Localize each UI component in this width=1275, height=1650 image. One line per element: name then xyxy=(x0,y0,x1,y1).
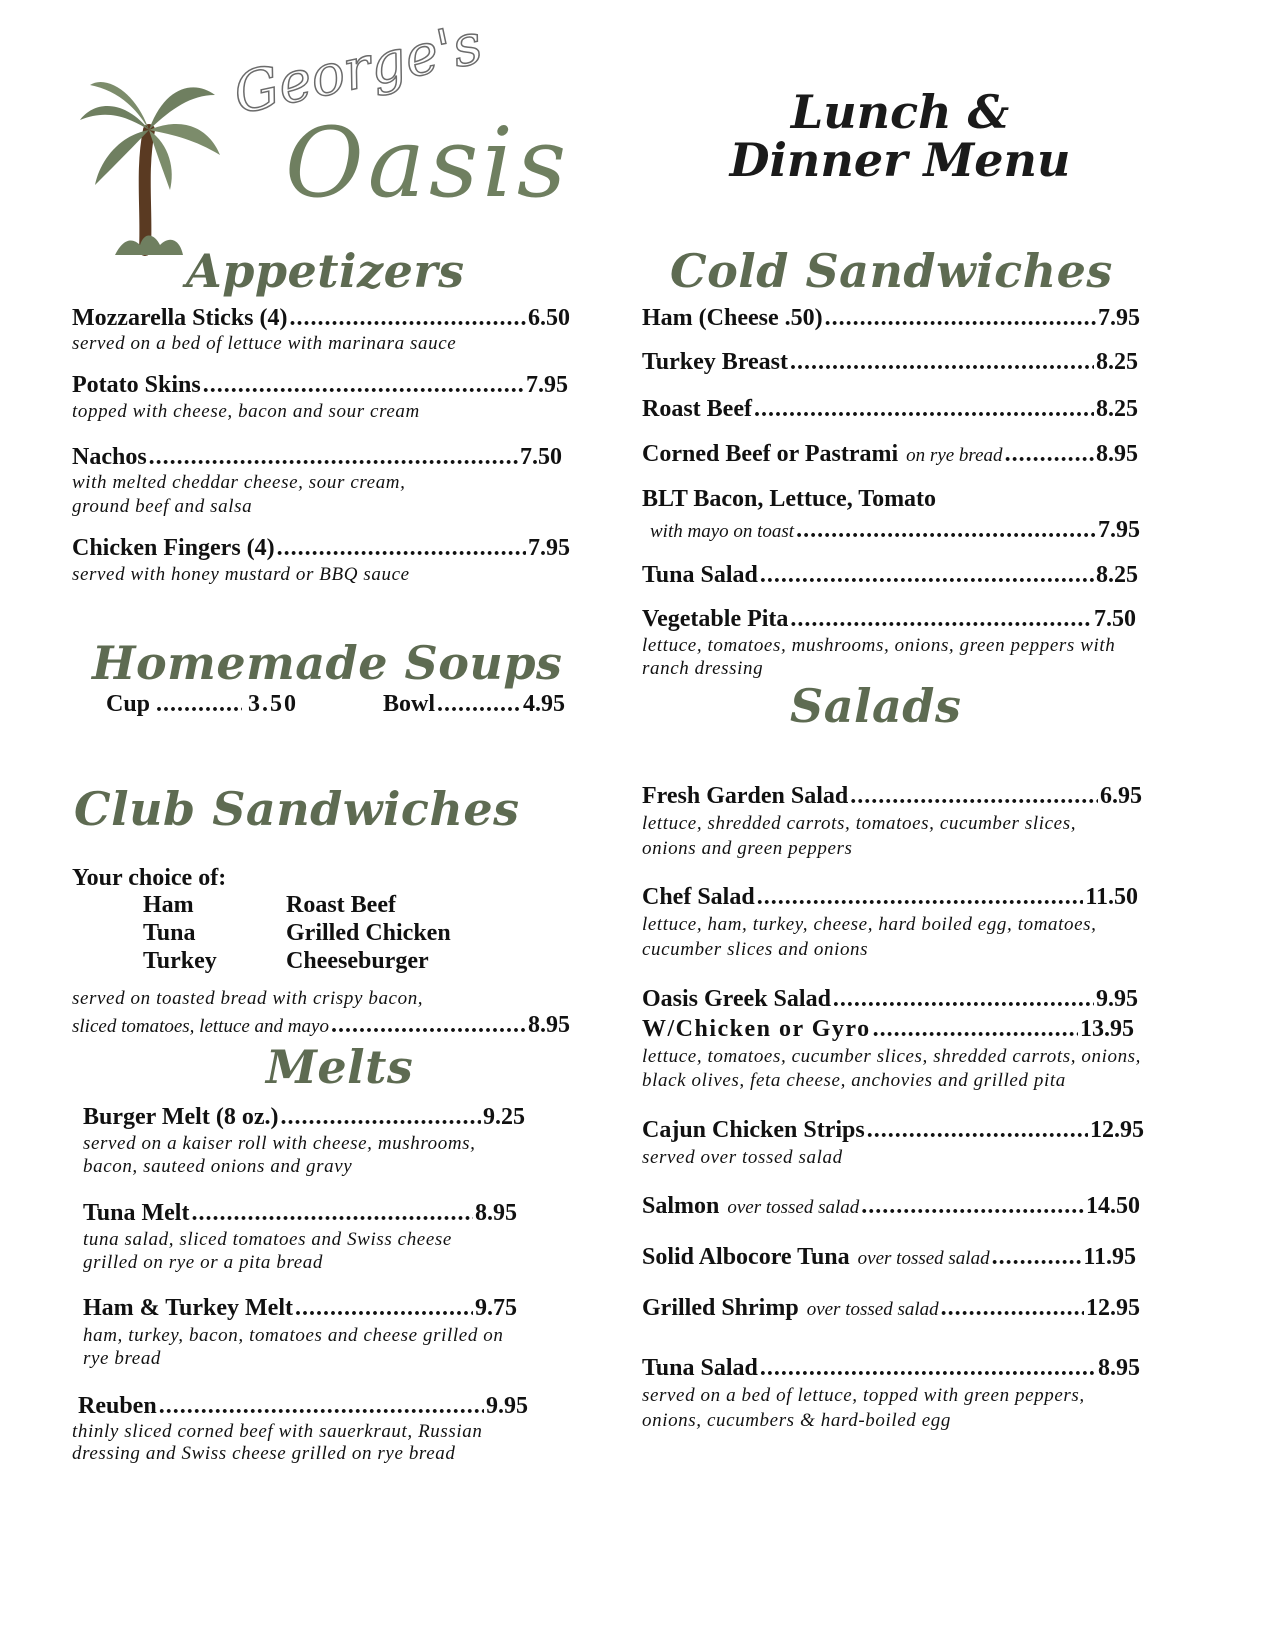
item-description: thinly sliced corned beef with sauerkraut, Russian xyxy=(72,1421,483,1442)
item-note: with mayo on toast xyxy=(650,521,795,542)
dot-leader xyxy=(1005,440,1094,468)
item-description: lettuce, tomatoes, cucumber slices, shredded carrots, onions, xyxy=(642,1046,1142,1067)
item-name: Turkey Breast xyxy=(642,349,789,375)
page-title-line1: Lunch & xyxy=(790,85,1010,139)
club-choices xyxy=(143,892,486,974)
item-price: 8.95 xyxy=(475,1200,517,1226)
item-name: Nachos xyxy=(72,444,147,470)
item-price: 6.95 xyxy=(1100,783,1142,809)
item-description: lettuce, shredded carrots, tomatoes, cucumber slices, xyxy=(642,813,1077,834)
dot-leader xyxy=(149,443,518,471)
salad-item xyxy=(642,1354,1140,1382)
item-description: rye bread xyxy=(83,1348,162,1369)
item-price: 7.95 xyxy=(526,372,568,398)
cold-sandwich-item: BLT Bacon, Lettuce, Tomato xyxy=(642,486,937,512)
item-name: Fresh Garden Salad xyxy=(642,783,849,809)
item-description: topped with cheese, bacon and sour cream xyxy=(72,401,420,422)
item-price: 8.95 xyxy=(1098,1355,1140,1381)
salads-heading: Salads xyxy=(790,679,962,733)
page-title xyxy=(700,85,1100,187)
item-description: lettuce, ham, turkey, cheese, hard boiled egg, tomatoes, xyxy=(642,914,1097,935)
item-price: 7.50 xyxy=(520,444,562,470)
melts-heading: Melts xyxy=(266,1040,414,1094)
item-note: on rye bread xyxy=(906,445,1003,466)
item-price: 9.25 xyxy=(483,1104,525,1130)
club-choice-label: Your choice of: xyxy=(72,865,227,891)
item-price: 7.50 xyxy=(1094,606,1136,632)
page-title-line2: Dinner Menu xyxy=(729,133,1071,187)
item-note: over tossed salad xyxy=(857,1248,990,1269)
item-description: ham, turkey, bacon, tomatoes and cheese grilled on xyxy=(83,1325,504,1346)
club-choice: Grilled Chicken xyxy=(286,920,451,946)
club-choice: Turkey xyxy=(143,948,217,974)
dot-leader xyxy=(992,1243,1082,1271)
item-description: with melted cheddar cheese, sour cream, xyxy=(72,472,406,493)
item-description: served on a bed of lettuce with marinara sauce xyxy=(72,333,457,354)
salad-item xyxy=(642,1015,1134,1043)
dot-leader xyxy=(825,304,1096,332)
item-price: 7.95 xyxy=(1098,305,1140,331)
dot-leader xyxy=(867,1116,1088,1144)
item-name: Grilled Shrimp xyxy=(642,1295,799,1321)
item-name: Ham & Turkey Melt xyxy=(83,1295,293,1321)
cold-sandwich-item xyxy=(650,516,1140,546)
soups-heading: Homemade Soups xyxy=(92,636,563,690)
salad-item xyxy=(642,1116,1144,1144)
dot-leader xyxy=(833,985,1094,1013)
dot-leader xyxy=(437,690,521,718)
item-name: Solid Albocore Tuna xyxy=(642,1244,850,1270)
appetizer-item xyxy=(72,443,562,471)
club-choice: Cheeseburger xyxy=(286,948,429,974)
item-note: over tossed salad xyxy=(806,1299,939,1320)
cold-sandwich-item xyxy=(642,605,1136,633)
item-name: Salmon xyxy=(642,1193,720,1219)
item-price: 7.95 xyxy=(1098,517,1140,543)
item-name: Chef Salad xyxy=(642,884,755,910)
dot-leader xyxy=(850,782,1098,810)
item-note: over tossed salad xyxy=(727,1197,860,1218)
appetizers-heading: Appetizers xyxy=(186,244,465,298)
logo xyxy=(75,11,595,260)
item-description: ranch dressing xyxy=(642,658,764,679)
item-name: Vegetable Pita xyxy=(642,606,789,632)
salad-item xyxy=(642,1192,1140,1222)
dot-leader xyxy=(295,1294,473,1322)
item-description: black olives, feta cheese, anchovies and grilled pita xyxy=(642,1070,1066,1091)
cup-price: 3.50 xyxy=(248,691,298,717)
palm-tree-icon xyxy=(75,60,225,260)
item-name: Potato Skins xyxy=(72,372,201,398)
cold-sandwiches-heading: Cold Sandwiches xyxy=(670,244,1113,298)
dot-leader xyxy=(159,1392,484,1420)
item-description: served on a kaiser roll with cheese, mushrooms, xyxy=(83,1133,476,1154)
item-name: Ham (Cheese .50) xyxy=(642,305,823,331)
dot-leader xyxy=(790,348,1094,376)
item-price: 8.25 xyxy=(1096,562,1138,588)
club-price-line xyxy=(72,1011,570,1041)
dot-leader xyxy=(277,534,526,562)
item-description: bacon, sauteed onions and gravy xyxy=(83,1156,353,1177)
item-description: tuna salad, sliced tomatoes and Swiss cheese xyxy=(83,1229,452,1250)
item-name: Tuna Salad xyxy=(642,1355,758,1381)
item-description: grilled on rye or a pita bread xyxy=(83,1252,323,1273)
item-name: Chicken Fingers (4) xyxy=(72,535,275,561)
item-price: 8.25 xyxy=(1096,349,1138,375)
dot-leader xyxy=(790,605,1092,633)
dot-leader xyxy=(754,395,1094,423)
item-name: Tuna Melt xyxy=(83,1200,190,1226)
item-name: Cajun Chicken Strips xyxy=(642,1117,865,1143)
appetizer-item xyxy=(72,371,568,399)
melt-item xyxy=(83,1199,517,1227)
salad-item xyxy=(642,1243,1136,1273)
item-description: onions and green peppers xyxy=(642,838,853,859)
club-price: 8.95 xyxy=(528,1012,570,1038)
dot-leader xyxy=(203,371,524,399)
melt-item xyxy=(78,1392,528,1420)
logo-name-text: Oasis xyxy=(285,107,571,219)
dot-leader xyxy=(156,690,242,718)
soup-bowl-item xyxy=(383,690,565,718)
item-description: cucumber slices and onions xyxy=(642,939,869,960)
appetizer-item xyxy=(72,534,570,562)
melt-item xyxy=(83,1294,517,1322)
dot-leader xyxy=(331,1011,526,1039)
salad-item xyxy=(642,1294,1140,1324)
club-choice: Tuna xyxy=(143,920,196,946)
item-description: lettuce, tomatoes, mushrooms, onions, green peppers with xyxy=(642,635,1116,656)
item-description: served over tossed salad xyxy=(642,1147,843,1168)
item-name: Roast Beef xyxy=(642,396,752,422)
item-price: 11.50 xyxy=(1085,884,1138,910)
logo-script-text: George's xyxy=(228,11,488,128)
item-description: dressing and Swiss cheese grilled on rye bread xyxy=(72,1443,456,1464)
item-description: served with honey mustard or BBQ sauce xyxy=(72,564,410,585)
item-price: 13.95 xyxy=(1080,1016,1134,1042)
item-name: Corned Beef or Pastrami xyxy=(642,441,899,467)
item-price: 11.95 xyxy=(1083,1244,1136,1270)
club-description: served on toasted bread with crispy bacon, xyxy=(72,988,424,1009)
item-description: onions, cucumbers & hard-boiled egg xyxy=(642,1410,951,1431)
cup-label: Cup xyxy=(106,691,151,717)
item-name: Burger Melt (8 oz.) xyxy=(83,1104,279,1130)
item-price: 9.95 xyxy=(1096,986,1138,1012)
item-price: 12.95 xyxy=(1086,1295,1140,1321)
cold-sandwich-item xyxy=(642,304,1140,332)
salad-item xyxy=(642,985,1138,1013)
item-price: 6.50 xyxy=(528,305,570,331)
item-price: 9.95 xyxy=(486,1393,528,1419)
cold-sandwich-item xyxy=(642,561,1138,589)
dot-leader xyxy=(796,516,1096,544)
item-price: 7.95 xyxy=(528,535,570,561)
dot-leader xyxy=(760,561,1094,589)
club-choice: Ham xyxy=(143,892,194,918)
item-price: 12.95 xyxy=(1090,1117,1144,1143)
item-description: ground beef and salsa xyxy=(72,496,253,517)
dot-leader xyxy=(757,883,1084,911)
soup-cup-item xyxy=(106,690,298,718)
item-name: Mozzarella Sticks (4) xyxy=(72,305,288,331)
dot-leader xyxy=(290,304,527,332)
item-name: Reuben xyxy=(78,1393,157,1419)
item-price: 9.75 xyxy=(475,1295,517,1321)
salad-item xyxy=(642,782,1142,810)
dot-leader xyxy=(191,1199,473,1227)
dot-leader xyxy=(280,1103,481,1131)
salad-item xyxy=(642,883,1138,911)
bowl-label: Bowl xyxy=(383,691,436,717)
cold-sandwich-item xyxy=(642,348,1138,376)
club-description-line2: sliced tomatoes, lettuce and mayo xyxy=(72,1016,329,1037)
item-name: Tuna Salad xyxy=(642,562,758,588)
appetizer-item xyxy=(72,304,570,332)
dot-leader xyxy=(941,1294,1084,1322)
club-choice: Roast Beef xyxy=(286,892,396,918)
item-price: 8.25 xyxy=(1096,396,1138,422)
dot-leader xyxy=(873,1015,1078,1043)
club-heading: Club Sandwiches xyxy=(74,782,520,836)
dot-leader xyxy=(760,1354,1096,1382)
bowl-price: 4.95 xyxy=(523,691,565,717)
item-price: 14.50 xyxy=(1086,1193,1140,1219)
item-price: 8.95 xyxy=(1096,441,1138,467)
cold-sandwich-item xyxy=(642,395,1138,423)
melt-item xyxy=(83,1103,525,1131)
cold-sandwich-item xyxy=(642,440,1138,470)
item-name: W/Chicken or Gyro xyxy=(642,1016,871,1042)
dot-leader xyxy=(861,1192,1084,1220)
item-name: Oasis Greek Salad xyxy=(642,986,831,1012)
item-description: served on a bed of lettuce, topped with green peppers, xyxy=(642,1385,1085,1406)
